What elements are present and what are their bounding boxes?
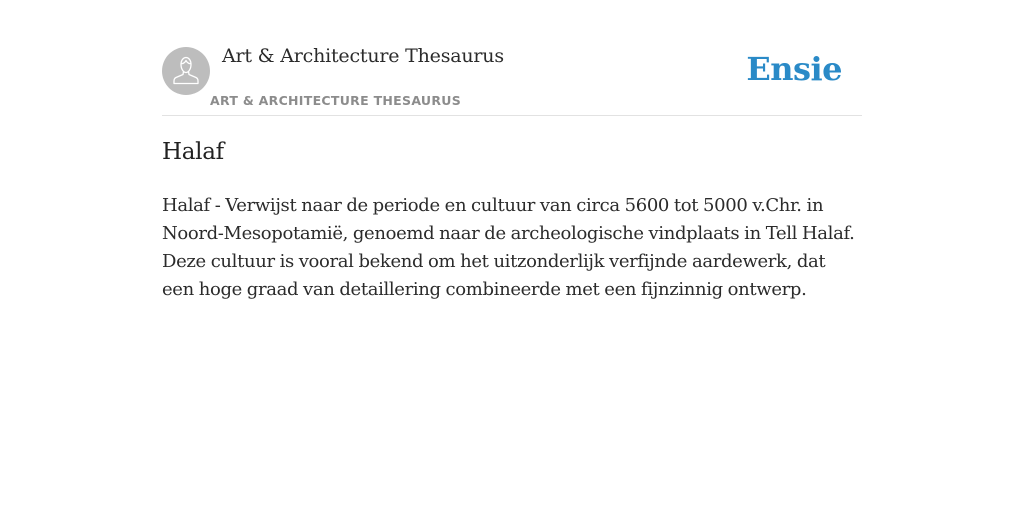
author-header — [162, 0, 862, 116]
author-name[interactable]: Art & Architecture Thesaurus — [222, 45, 504, 67]
article-title: Halaf — [162, 139, 224, 165]
brand-logo[interactable]: Ensie — [746, 50, 842, 88]
user-icon — [162, 47, 210, 95]
page-container — [162, 0, 862, 300]
article-body: Halaf - Verwijst naar de periode en cultuur van circa 5600 tot 5000 v.Chr. in Noord-Mesopotamië, genoemd naar de archeologische vindplaats in Tell Halaf. Deze cultuur is vooral bekend om het uitzonderlijk verfijnde aardewerk, dat een hoge graad van detaillering combineerde met een fijnzinnig ontwerp. — [162, 195, 855, 300]
avatar[interactable] — [162, 47, 210, 95]
author-subtitle: ART & ARCHITECTURE THESAURUS — [210, 93, 462, 108]
